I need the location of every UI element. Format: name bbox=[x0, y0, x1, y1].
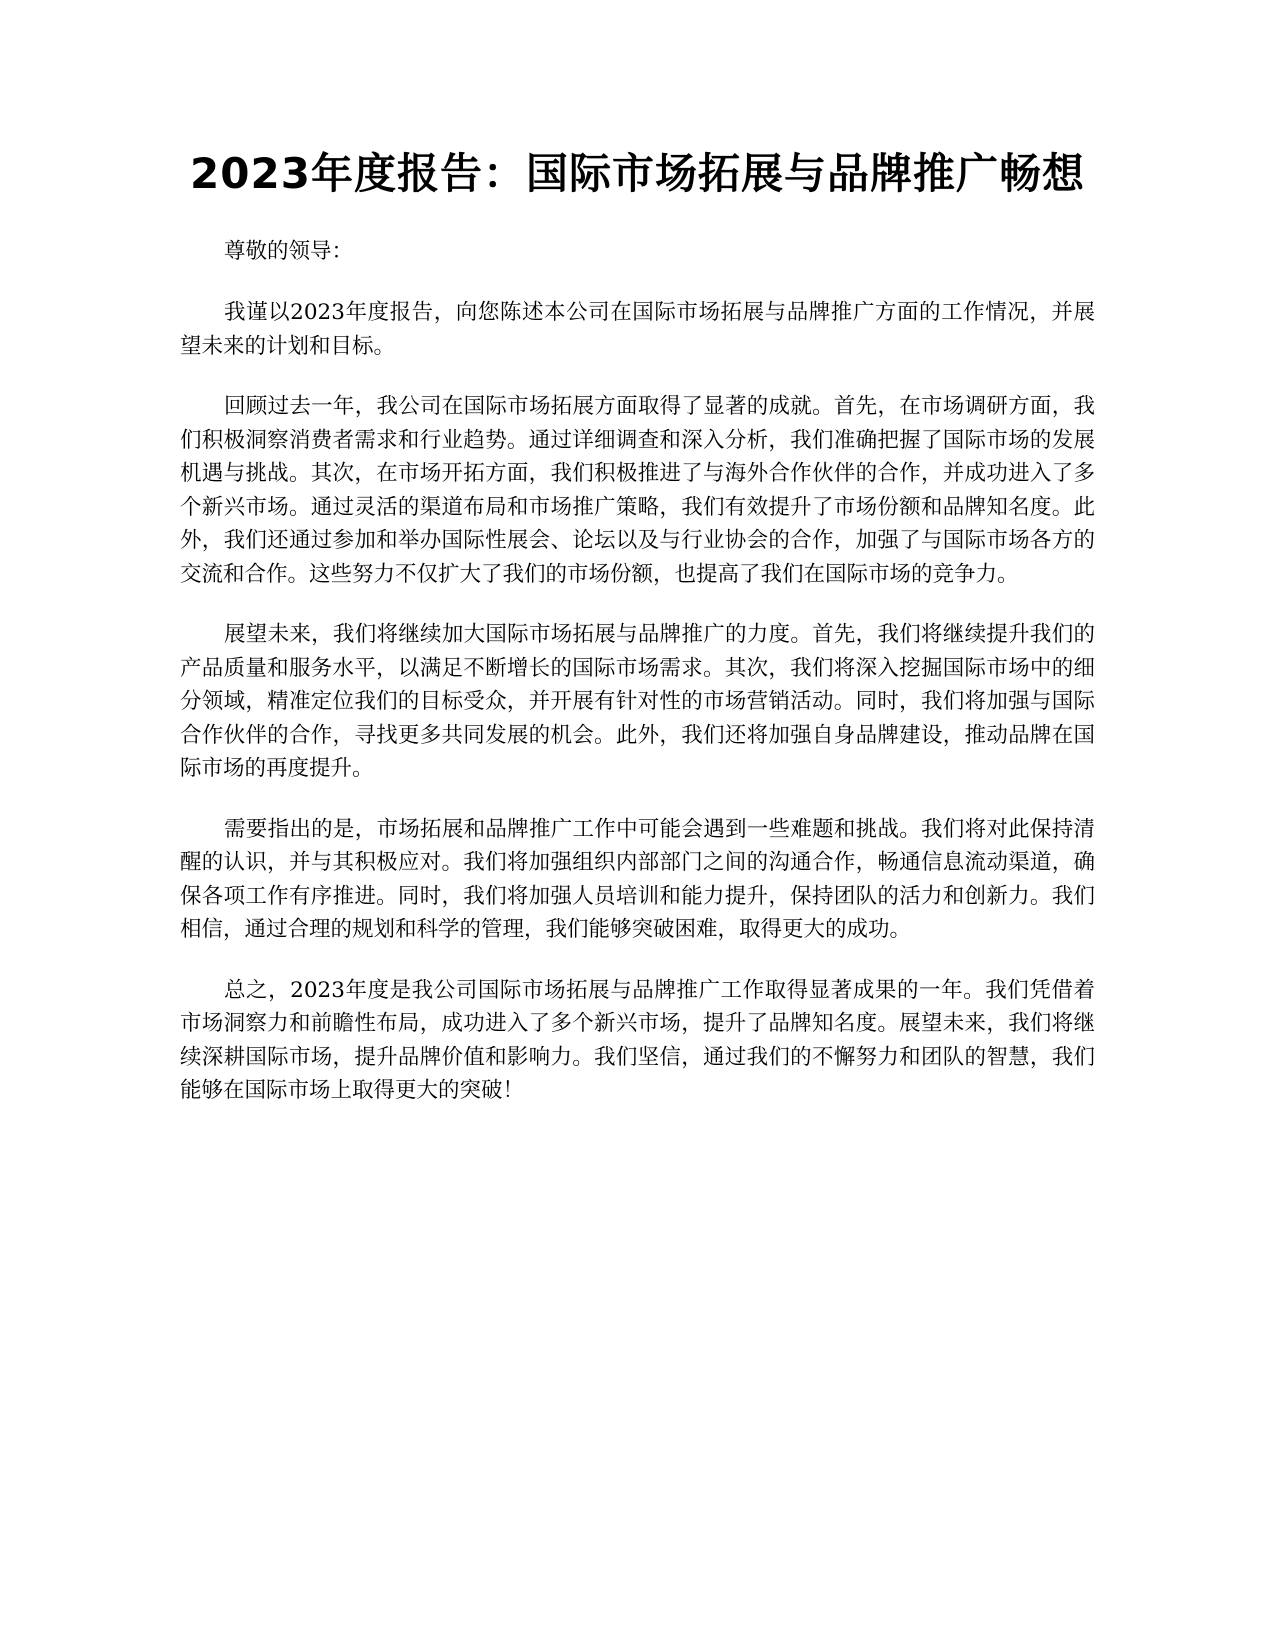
paragraph-outlook: 展望未来，我们将继续加大国际市场拓展与品牌推广的力度。首先，我们将继续提升我们的产品质量和服务水平，以满足不断增长的国际市场需求。其次，我们将深入挖掘国际市场中的细分领域，精准定位我们的目标受众，并开展有针对性的市场营销活动。同时，我们将加强与国际合作伙伴的合作，寻找更多共同发展的机会。此外，我们还将加强自身品牌建设，推动品牌在国际市场的再度提升。 bbox=[180, 622, 1095, 781]
document-title: 2023年度报告：国际市场拓展与品牌推广畅想 bbox=[190, 149, 1085, 198]
paragraph-intro: 我谨以2023年度报告，向您陈述本公司在国际市场拓展与品牌推广方面的工作情况，并展望未来的计划和目标。 bbox=[180, 300, 1095, 359]
salutation: 尊敬的领导： bbox=[224, 239, 354, 264]
paragraph-challenges: 需要指出的是，市场拓展和品牌推广工作中可能会遇到一些难题和挑战。我们将对此保持清醒的认识，并与其积极应对。我们将加强组织内部部门之间的沟通合作，畅通信息流动渠道，确保各项工作有序推进。同时，我们将加强人员培训和能力提升，保持团队的活力和创新力。我们相信，通过合理的规划和科学的管理，我们能够突破困难，取得更大的成功。 bbox=[180, 816, 1095, 942]
paragraph-review: 回顾过去一年，我公司在国际市场拓展方面取得了显著的成就。首先，在市场调研方面，我们积极洞察消费者需求和行业趋势。通过详细调查和深入分析，我们准确把握了国际市场的发展机遇与挑战。其次，在市场开拓方面，我们积极推进了与海外合作伙伴的合作，并成功进入了多个新兴市场。通过灵活的渠道布局和市场推广策略，我们有效提升了市场份额和品牌知名度。此外，我们还通过参加和举办国际性展会、论坛以及与行业协会的合作，加强了与国际市场各方的交流和合作。这些努力不仅扩大了我们的市场份额，也提高了我们在国际市场的竞争力。 bbox=[180, 394, 1095, 587]
paragraph-conclusion: 总之，2023年度是我公司国际市场拓展与品牌推广工作取得显著成果的一年。我们凭借着市场洞察力和前瞻性布局，成功进入了多个新兴市场，提升了品牌知名度。展望未来，我们将继续深耕国际市场，提升品牌价值和影响力。我们坚信，通过我们的不懈努力和团队的智慧，我们能够在国际市场上取得更大的突破！ bbox=[180, 977, 1095, 1103]
document-page bbox=[180, 140, 1095, 1135]
